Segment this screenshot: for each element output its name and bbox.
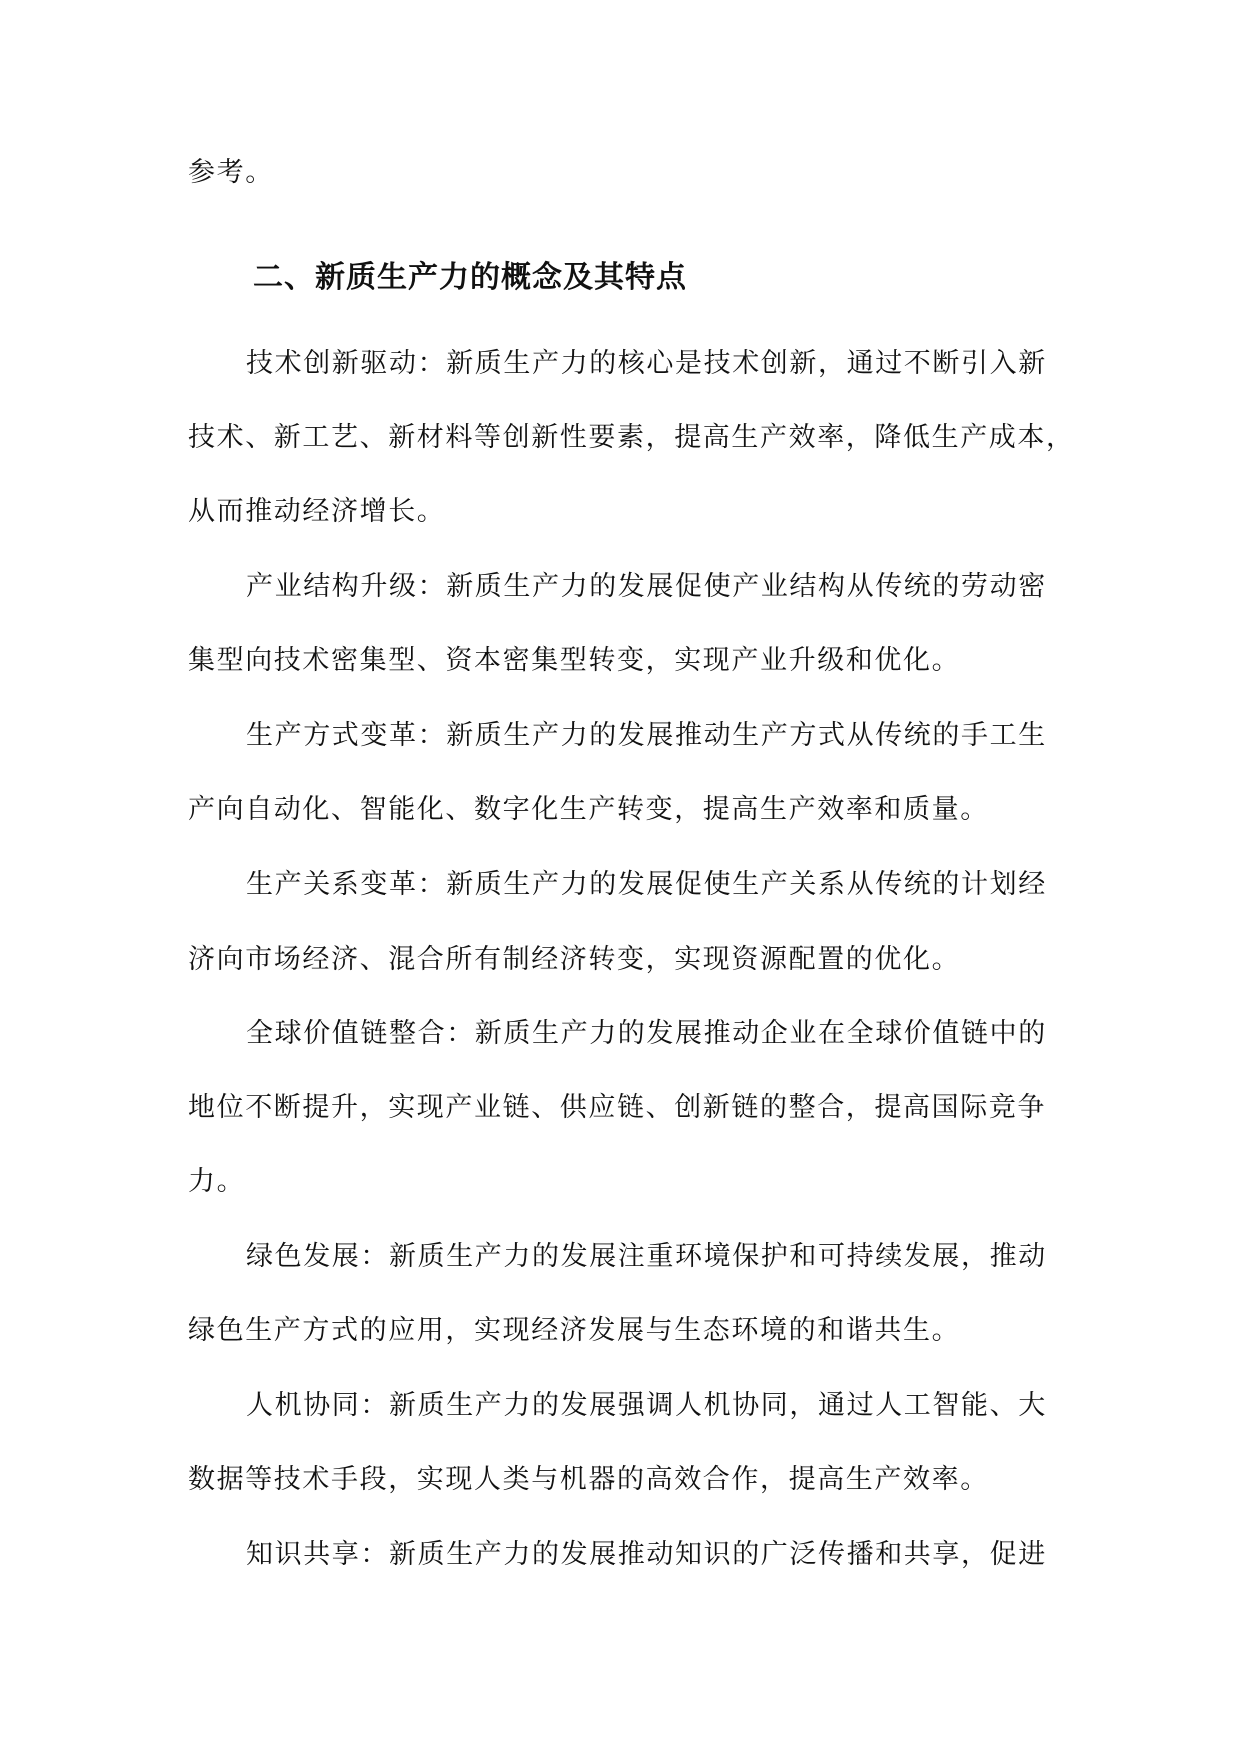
paragraph-7-line-2: 数据等技术手段，实现人类与机器的高效合作，提高生产效率。 bbox=[188, 1464, 989, 1495]
paragraph-5-line-3: 力。 bbox=[188, 1166, 246, 1197]
paragraph-1-line-2: 技术、新工艺、新材料等创新性要素，提高生产效率，降低生产成本， bbox=[188, 422, 1075, 453]
paragraph-3-line-2: 产向自动化、智能化、数字化生产转变，提高生产效率和质量。 bbox=[188, 794, 989, 825]
paragraph-1-line-1: 技术创新驱动：新质生产力的核心是技术创新，通过不断引入新 bbox=[246, 348, 1047, 379]
section-heading: 二、新质生产力的概念及其特点 bbox=[253, 260, 687, 295]
paragraph-7-line-1: 人机协同：新质生产力的发展强调人机协同，通过人工智能、大 bbox=[246, 1390, 1047, 1421]
paragraph-6-line-1: 绿色发展：新质生产力的发展注重环境保护和可持续发展，推动 bbox=[246, 1241, 1047, 1272]
paragraph-5-line-1: 全球价值链整合：新质生产力的发展推动企业在全球价值链中的 bbox=[246, 1018, 1047, 1049]
paragraph-6-line-2: 绿色生产方式的应用，实现经济发展与生态环境的和谐共生。 bbox=[188, 1315, 961, 1346]
paragraph-1-line-3: 从而推动经济增长。 bbox=[188, 496, 446, 527]
paragraph-4-line-2: 济向市场经济、混合所有制经济转变，实现资源配置的优化。 bbox=[188, 944, 961, 975]
paragraph-4-line-1: 生产关系变革：新质生产力的发展促使生产关系从传统的计划经 bbox=[246, 869, 1047, 900]
paragraph-8-line-1: 知识共享：新质生产力的发展推动知识的广泛传播和共享，促进 bbox=[246, 1539, 1047, 1570]
paragraph-2-line-1: 产业结构升级：新质生产力的发展促使产业结构从传统的劳动密 bbox=[246, 571, 1047, 602]
intro-tail-text: 参考。 bbox=[188, 157, 274, 188]
paragraph-2-line-2: 集型向技术密集型、资本密集型转变，实现产业升级和优化。 bbox=[188, 645, 961, 676]
paragraph-5-line-2: 地位不断提升，实现产业链、供应链、创新链的整合，提高国际竞争 bbox=[188, 1092, 1046, 1123]
paragraph-3-line-1: 生产方式变革：新质生产力的发展推动生产方式从传统的手工生 bbox=[246, 720, 1047, 751]
